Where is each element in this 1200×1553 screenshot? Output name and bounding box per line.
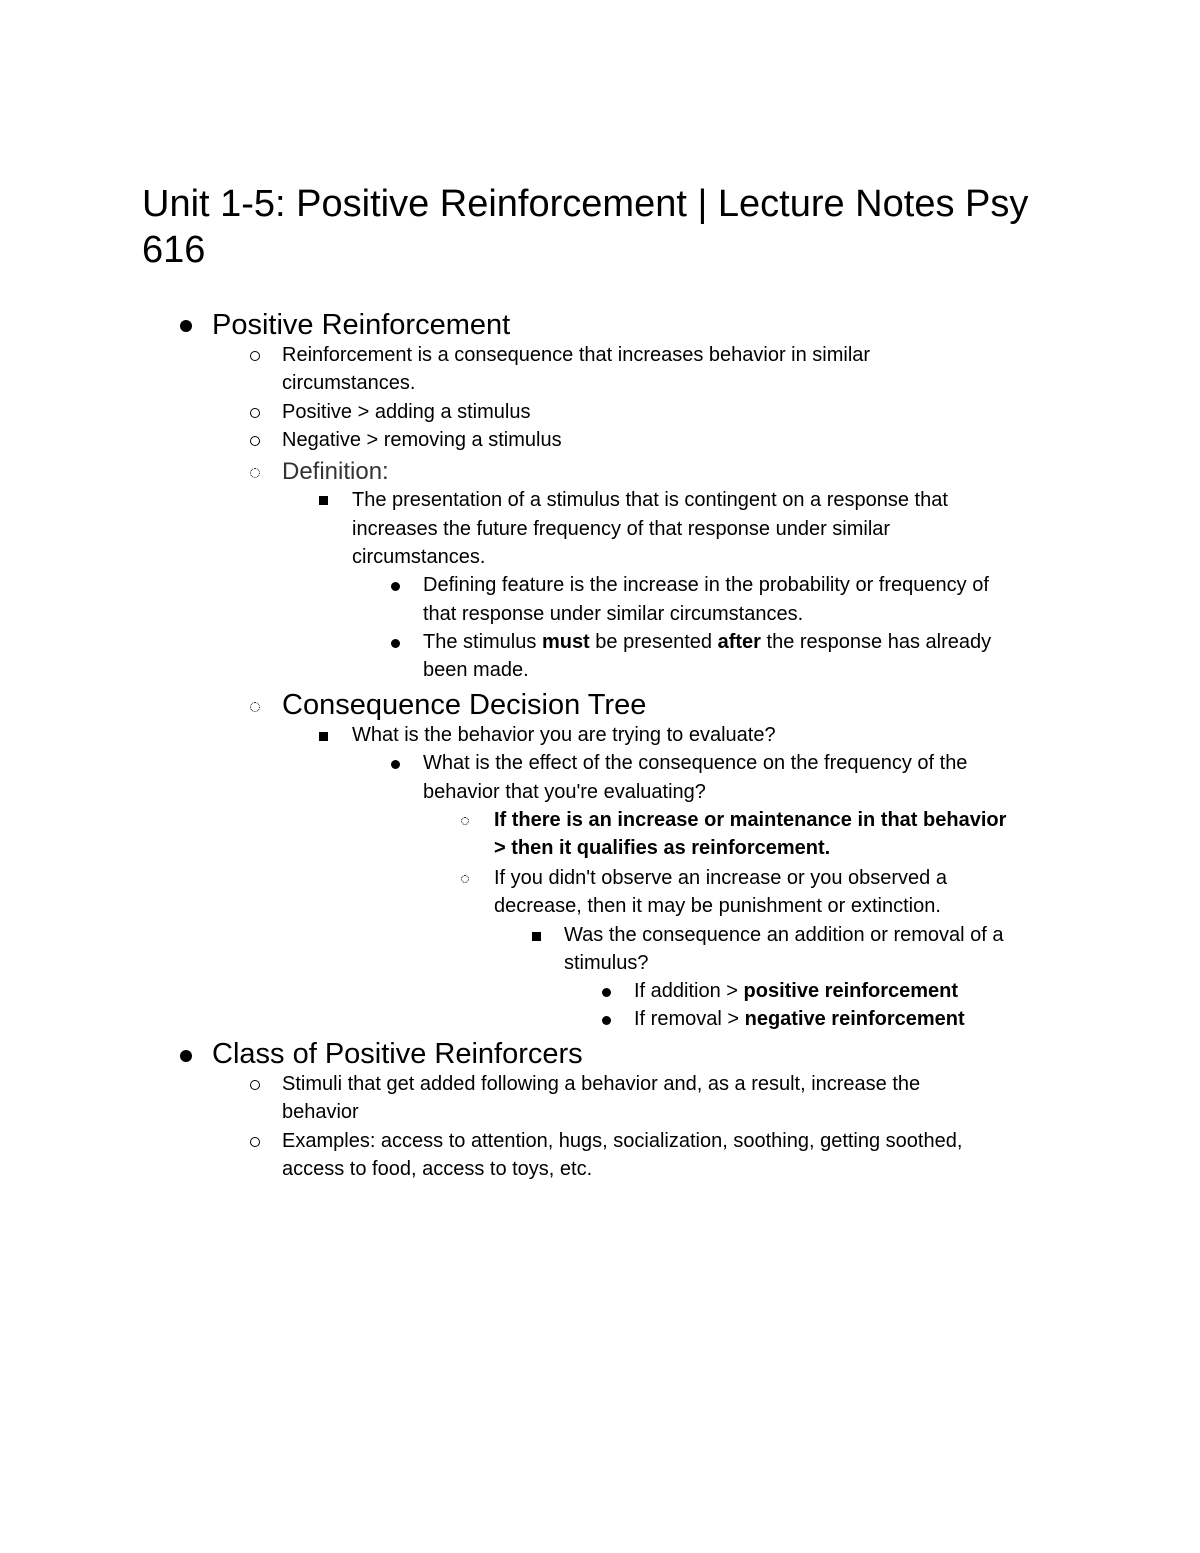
list-item: Positive > adding a stimulus: [282, 401, 531, 423]
circle-bullet-icon: [250, 408, 260, 418]
list-item: [494, 806, 1006, 835]
definition-label: Definition:: [282, 458, 389, 485]
list-item-continued: that response under similar circumstances.: [423, 603, 804, 625]
circle-bullet-icon: [250, 436, 260, 446]
bullet-icon: [180, 1050, 192, 1062]
list-item: Reinforcement is a consequence that increases behavior in similar: [282, 344, 871, 366]
list-item: Examples: access to attention, hugs, socialization, soothing, getting soothed,: [282, 1130, 963, 1152]
bullet-icon: [391, 760, 400, 769]
emphasis-must: must: [541, 631, 590, 653]
square-bullet-icon: [532, 932, 541, 941]
bullet-icon: [180, 320, 192, 332]
circle-bullet-icon: [250, 351, 260, 361]
bullet-icon: [602, 1016, 611, 1025]
bullet-icon: [391, 582, 400, 591]
dotted-circle-bullet-icon: [250, 702, 260, 712]
emphasis-after: after: [717, 631, 761, 653]
list-item-continued: been made.: [423, 659, 529, 681]
emphasis-text: negative reinforcement: [744, 1008, 965, 1030]
emphasis-text: positive reinforcement: [743, 980, 959, 1002]
list-item-continued: > then it qualifies as reinforcement.: [494, 837, 831, 859]
section-heading: Class of Positive Reinforcers: [212, 1038, 583, 1070]
list-item: Negative > removing a stimulus: [282, 429, 562, 451]
list-item: [634, 1005, 965, 1034]
list-item: [423, 628, 991, 657]
dotted-circle-bullet-icon: [461, 817, 469, 825]
list-item-continued: behavior that you're evaluating?: [423, 781, 706, 803]
list-item-continued: increases the future frequency of that response under similar: [352, 518, 891, 540]
list-item: What is the effect of the consequence on the frequency of the: [423, 752, 968, 774]
list-item-continued: circumstances.: [282, 372, 416, 394]
square-bullet-icon: [319, 732, 328, 741]
section-heading: Positive Reinforcement: [212, 309, 511, 341]
list-item: The presentation of a stimulus that is contingent on a response that: [352, 489, 948, 511]
list-item: What is the behavior you are trying to evaluate?: [352, 724, 776, 746]
list-item: Defining feature is the increase in the probability or frequency of: [423, 574, 989, 596]
list-item: [634, 977, 958, 1006]
dotted-circle-bullet-icon: [461, 875, 469, 883]
list-item-continued: access to food, access to toys, etc.: [282, 1158, 593, 1180]
list-item-continued: stimulus?: [564, 952, 649, 974]
text-run: If there is an increase or maintenance in that behavior: [494, 809, 1007, 831]
text-run: be presented: [589, 631, 718, 653]
list-item: Was the consequence an addition or removal of a: [564, 924, 1004, 946]
circle-bullet-icon: [250, 1137, 260, 1147]
text-run: the response has already: [760, 631, 992, 653]
list-item: Stimuli that get added following a behavior and, as a result, increase the: [282, 1073, 921, 1095]
text-run: The stimulus: [423, 631, 542, 653]
subsection-heading: Consequence Decision Tree: [282, 689, 647, 721]
page-title: Unit 1-5: Positive Reinforcement | Lecture Notes Psy 616: [142, 183, 1029, 271]
list-item-continued: circumstances.: [352, 546, 486, 568]
list-item-continued: behavior: [282, 1101, 359, 1123]
bullet-icon: [602, 988, 611, 997]
text-run: If addition >: [634, 980, 744, 1002]
text-run: If removal >: [634, 1008, 745, 1030]
list-item: If you didn't observe an increase or you observed a: [494, 867, 947, 889]
square-bullet-icon: [319, 496, 328, 505]
circle-bullet-icon: [250, 1080, 260, 1090]
bullet-icon: [391, 639, 400, 648]
dotted-circle-bullet-icon: [250, 468, 260, 478]
list-item-continued: decrease, then it may be punishment or extinction.: [494, 895, 941, 917]
